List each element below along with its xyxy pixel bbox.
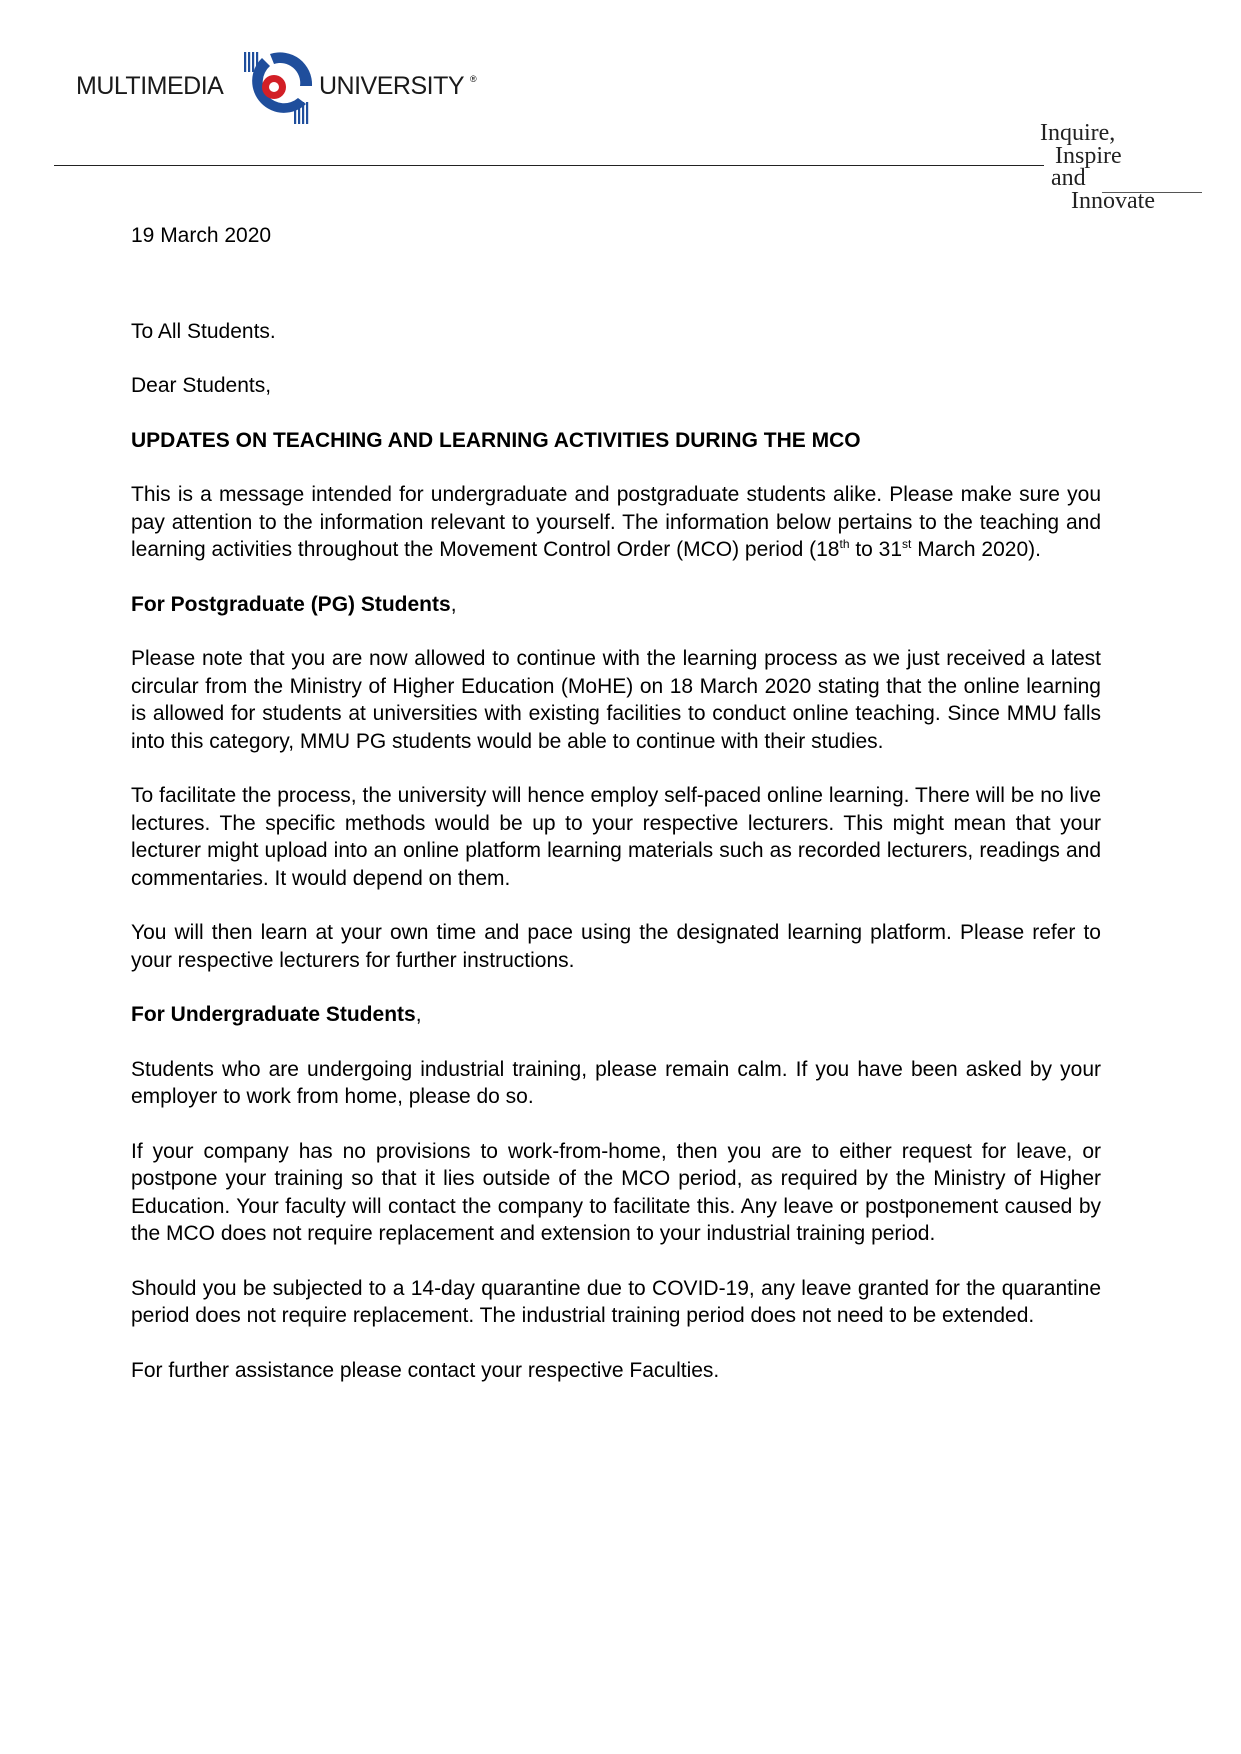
recipient: To All Students.: [131, 319, 276, 343]
pg-section-heading: For Postgraduate (PG) Students,: [131, 592, 457, 616]
motto-line: Innovate: [1071, 188, 1155, 214]
logo-text-university: UNIVERSITY: [319, 72, 465, 100]
registered-mark: ®: [470, 74, 477, 84]
ug-paragraph-2: If your company has no provisions to work-from-home, then you are to either request for leave, or postpone your training so that it lies outside of the MCO period, as required by the Ministry of Higher Education. Your faculty will contact the company to facilitate this. Any leave or postponement caused by the MCO does not require replacement and extension to your industrial training period.: [131, 1139, 1101, 1245]
university-logo-icon: [240, 52, 316, 126]
pg-paragraph-3: You will then learn at your own time and pace using the designated learning platform. Please refer to your respective lecturers for further instructions.: [131, 921, 1101, 972]
letter-date: 19 March 2020: [131, 224, 272, 247]
ug-paragraph-3: Should you be subjected to a 14-day quarantine due to COVID-19, any leave granted for the quarantine period does not require replacement. The industrial training period does not need to be extended.: [131, 1276, 1101, 1327]
salutation: Dear Students,: [131, 374, 272, 397]
ug-section-heading: For Undergraduate Students,: [131, 1003, 422, 1026]
motto-line: Inquire,: [1040, 120, 1116, 146]
closing-paragraph: For further assistance please contact your respective Faculties.: [131, 1358, 720, 1382]
motto-line: and: [1051, 165, 1086, 191]
pg-paragraph-2: To facilitate the process, the university will hence employ self-paced online learning. There will be no live lectures. The specific methods would be up to your respective lecturers. This might mean that your lecturer might upload into an online platform learning materials such as recorded lecturers, readings and commentaries. It would depend on them.: [131, 784, 1101, 890]
ug-paragraph-1: Students who are undergoing industrial training, please remain calm. If you have been asked by your employer to work from home, please do so.: [131, 1057, 1101, 1108]
motto-line: Inspire: [1055, 143, 1122, 169]
logo-text-multimedia: MULTIMEDIA: [76, 72, 224, 100]
pg-paragraph-1: Please note that you are now allowed to continue with the learning process as we just received a latest circular from the Ministry of Higher Education (MoHE) on 18 March 2020 stating that the online learning is allowed for students at universities with existing facilities to conduct online teaching. Since MMU falls into this category, MMU PG students would be able to continue with their studies.: [131, 647, 1101, 753]
letter-body: [131, 222, 1101, 1384]
intro-paragraph: This is a message intended for undergraduate and postgraduate students alike. Please make sure you pay attention to the information relevant to yourself. The information below pertains to the teaching and learning activities throughout the Movement Control Order (MCO) period (18th to 31st March 2020).: [131, 483, 1101, 561]
header-divider: [54, 165, 1044, 166]
subject-heading: UPDATES ON TEACHING AND LEARNING ACTIVITIES DURING THE MCO: [131, 428, 861, 452]
